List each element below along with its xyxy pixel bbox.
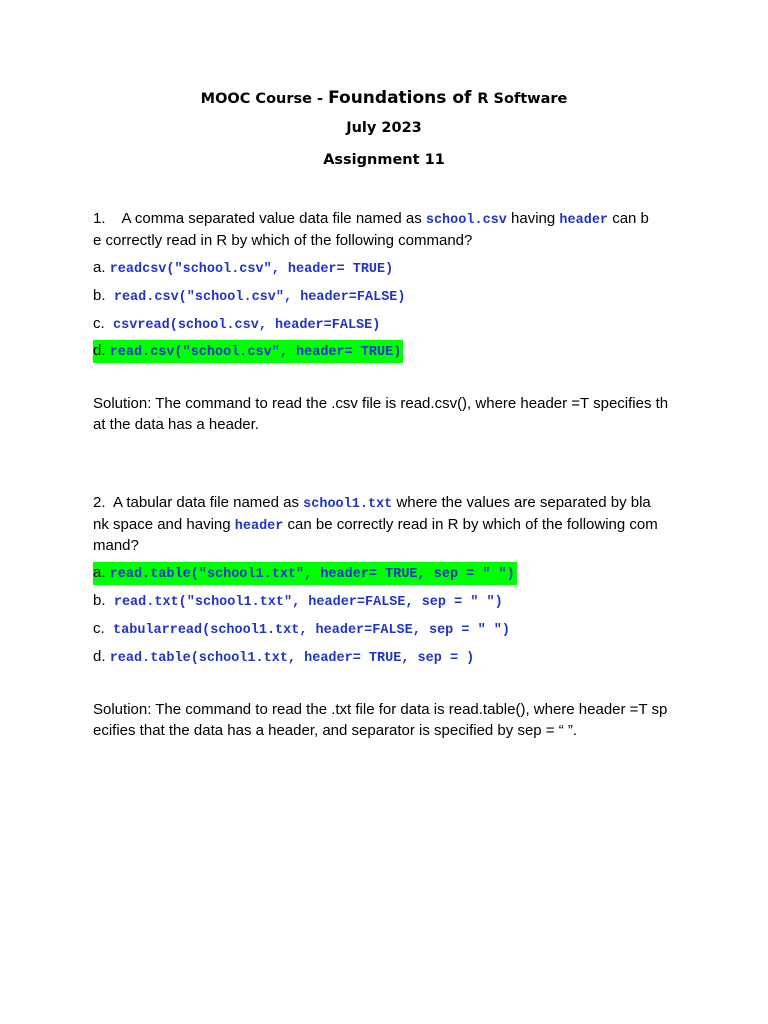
q1-text-b: having (506, 210, 560, 227)
q2-line1 (93, 492, 651, 515)
q2-solution-line1: Solution: The command to read the .txt file for data is read.table(), where header =T sp (93, 701, 668, 718)
q1-option-c-code: csvread(school.csv, header=FALSE) (113, 318, 381, 333)
q1-option-a-code: readcsv("school.csv", header= TRUE) (109, 262, 394, 277)
q1-option-a (93, 257, 393, 280)
q2-text-b: where the values are separated by bla (392, 494, 651, 511)
q2-option-c-label: c. (93, 620, 105, 637)
course-title-main: Foundations of (328, 88, 478, 108)
q1-option-d-label: d. (93, 342, 106, 359)
q1-code-file: school.csv (425, 213, 507, 228)
q1-line2: e correctly read in R by which of the following command? (93, 232, 473, 249)
q1-option-a-label: a. (93, 259, 106, 276)
course-title-prefix: MOOC Course - (200, 91, 329, 107)
q1-option-b-code: read.csv("school.csv", header=FALSE) (113, 290, 406, 305)
q2-option-a-label: a. (93, 564, 106, 581)
q1-text-a: A comma separated value data file named as (121, 210, 426, 227)
course-title-suffix: R Software (477, 91, 568, 107)
q2-option-d-label: d. (93, 648, 106, 665)
q2-option-d (93, 646, 474, 669)
q1-text-c: can b (608, 210, 649, 227)
q2-solution-line2: ecifies that the data has a header, and separator is specified by sep = “ ”. (93, 722, 578, 739)
q2-line2 (93, 514, 658, 537)
q2-option-b (93, 590, 503, 613)
q2-code-header: header (234, 519, 284, 534)
q1-option-b (93, 285, 406, 308)
q1-option-c (93, 313, 380, 336)
q2-option-d-code: read.table(school1.txt, header= TRUE, sep = ) (109, 651, 475, 666)
q2-option-a-code: read.table("school1.txt", header= TRUE, sep = " ") (109, 567, 515, 582)
q2-option-b-label: b. (93, 592, 106, 609)
q2-number: 2. (93, 494, 106, 511)
q2-option-c (93, 618, 510, 641)
q1-option-b-label: b. (93, 287, 106, 304)
q1-solution-line1: Solution: The command to read the .csv file is read.csv(), where header =T specifies th (93, 395, 669, 412)
q1-option-c-label: c. (93, 315, 105, 332)
q2-option-b-code: read.txt("school1.txt", header=FALSE, sep = " ") (113, 595, 503, 610)
q1-code-header: header (559, 213, 609, 228)
q2-text-d: can be correctly read in R by which of the following com (283, 516, 658, 533)
q1-option-d-code: read.csv("school.csv", header= TRUE) (109, 345, 402, 360)
q2-line3: mand? (93, 537, 139, 554)
q2-option-a-correct (93, 562, 517, 585)
q1-line1 (93, 208, 649, 231)
q2-option-c-code: tabularread(school1.txt, header=FALSE, sep = " ") (113, 623, 510, 638)
q2-text-a: A tabular data file named as (113, 494, 304, 511)
q1-option-d-correct (93, 340, 403, 363)
q1-number: 1. (93, 210, 106, 227)
q2-text-c: nk space and having (93, 516, 235, 533)
course-title (0, 88, 768, 108)
q2-code-file: school1.txt (303, 497, 393, 512)
date-heading: July 2023 (346, 120, 422, 136)
assignment-heading: Assignment 11 (323, 152, 445, 168)
q1-solution-line2: at the data has a header. (93, 416, 259, 433)
